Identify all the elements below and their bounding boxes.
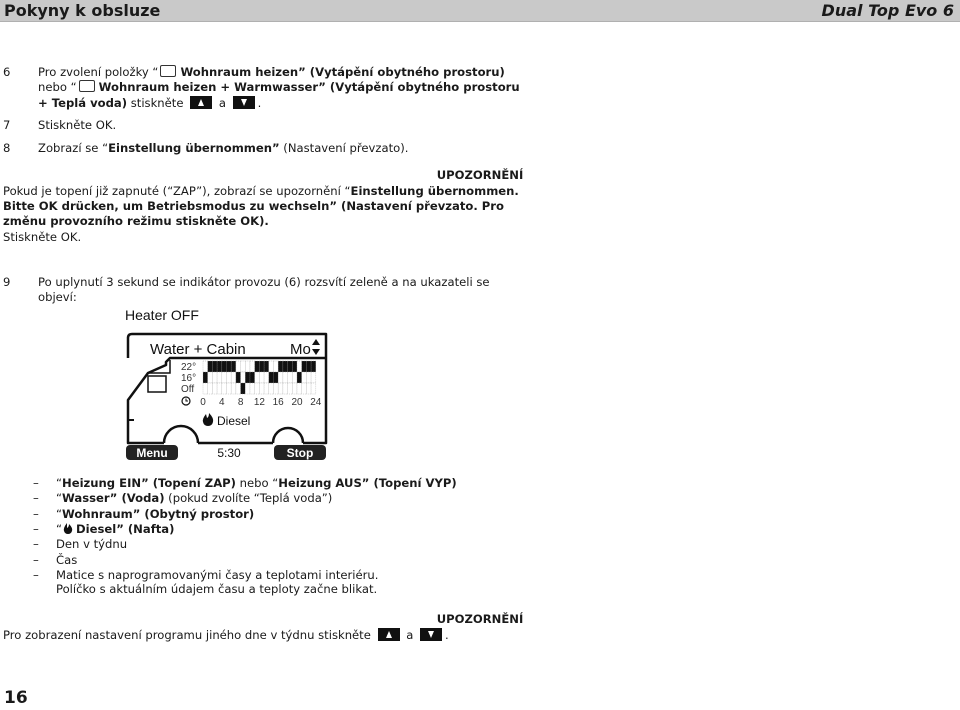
matrix-cell [297, 383, 302, 394]
matrix-cell [245, 372, 250, 383]
hour-label: 8 [237, 397, 244, 408]
hour-label: 24 [310, 397, 322, 408]
note-2-title: UPOZORNĚNÍ [436, 612, 524, 626]
matrix-cell [255, 361, 260, 372]
clock-time: 5:30 [217, 446, 241, 460]
flame-icon [62, 522, 76, 536]
matrix-cell [283, 361, 288, 372]
hour-label: 12 [253, 397, 265, 408]
legend-item: “ Diesel” (Nafta) [56, 521, 175, 536]
matrix-cell [306, 372, 311, 383]
matrix-cell [255, 383, 260, 394]
product-title: Dual Top Evo 6 [821, 1, 954, 20]
matrix-cell [245, 383, 250, 394]
heater-status-label: Heater OFF [125, 307, 199, 323]
matrix-cell [297, 372, 302, 383]
matrix-cell [231, 372, 236, 383]
legend-dash: – [33, 537, 39, 552]
note-1-title: UPOZORNĚNÍ [436, 168, 524, 182]
matrix-cell [311, 372, 316, 383]
matrix-cell [231, 361, 236, 372]
matrix-cell [259, 383, 264, 394]
matrix-cell [302, 383, 307, 394]
day-down-icon [312, 349, 320, 355]
matrix-cell [212, 372, 217, 383]
matrix-cell [306, 361, 311, 372]
note-1-line-4: Stiskněte OK. [3, 230, 82, 244]
step-6-line-2: nebo “ Wohnraum heizen + Warmwasser” (Vytápění obytného prostoru [38, 80, 520, 94]
camper-window-icon [148, 376, 166, 392]
legend-extra-line: Políčko s aktuálním údajem času a teploty začne blikat. [56, 582, 378, 596]
matrix-cell [278, 372, 283, 383]
matrix-cell [292, 361, 297, 372]
matrix-cell [236, 361, 241, 372]
matrix-cell [250, 361, 255, 372]
matrix-cell [217, 383, 222, 394]
step-8-text: Zobrazí se “Einstellung übernommen” (Nastavení převzato). [38, 141, 409, 155]
matrix-cell [283, 383, 288, 394]
matrix-cell [283, 372, 288, 383]
legend-dash: – [33, 567, 39, 582]
matrix-cell [227, 383, 232, 394]
hour-label: 20 [291, 397, 303, 408]
matrix-cell [274, 372, 279, 383]
step-9-line-1: Po uplynutí 3 sekund se indikátor provozu (6) rozsvítí zeleně a na ukazateli se [38, 275, 490, 289]
matrix-cell [222, 383, 227, 394]
down-arrow-key-icon [420, 628, 442, 641]
matrix-cell [227, 361, 232, 372]
step-8-number: 8 [3, 141, 11, 155]
legend-item: Matice s naprogramovanými časy a teplotami interiéru. [56, 567, 379, 582]
hour-label: 16 [272, 397, 284, 408]
matrix-cell [302, 361, 307, 372]
matrix-cell [264, 383, 269, 394]
fuel-label: Diesel [217, 414, 251, 428]
legend-item: “Wohnraum” (Obytný prostor) [56, 506, 255, 521]
matrix-cell [264, 372, 269, 383]
matrix-cell [231, 383, 236, 394]
hour-axis [200, 397, 322, 408]
note-1-line-2: Bitte OK drücken, um Betriebsmodus zu wechseln” (Nastavení převzato. Pro [3, 199, 504, 213]
matrix-cell [259, 361, 264, 372]
matrix-cell [241, 383, 246, 394]
matrix-cell [288, 361, 293, 372]
rear-wheel-icon [273, 428, 303, 443]
matrix-cell [288, 383, 293, 394]
note-1-line-3: změnu provozního režimu stiskněte OK). [3, 214, 269, 228]
matrix-cell [274, 383, 279, 394]
matrix-cell [203, 372, 208, 383]
matrix-cell [222, 372, 227, 383]
matrix-cell [236, 372, 241, 383]
matrix-cell [264, 361, 269, 372]
matrix-cell [297, 361, 302, 372]
matrix-cell [311, 361, 316, 372]
matrix-cell [222, 361, 227, 372]
step-9-number: 9 [3, 275, 11, 289]
day-up-icon [312, 339, 320, 345]
matrix-cell [269, 372, 274, 383]
legend-item: Den v týdnu [56, 537, 128, 552]
matrix-cell [217, 361, 222, 372]
hour-label: 0 [200, 397, 206, 408]
legend-dash: – [33, 521, 39, 536]
matrix-cell [241, 361, 246, 372]
step-9-line-2: objeví: [38, 290, 77, 304]
matrix-cell [236, 383, 241, 394]
matrix-cell [274, 361, 279, 372]
program-matrix [203, 361, 316, 394]
matrix-cell [241, 372, 246, 383]
matrix-cell [217, 372, 222, 383]
step-6-line-3: + Teplá voda) stiskněte a . [38, 96, 262, 110]
temp-label-low: 16° [181, 373, 197, 384]
matrix-cell [208, 361, 213, 372]
step-7-text: Stiskněte OK. [38, 118, 117, 132]
matrix-cell [269, 361, 274, 372]
matrix-cell [306, 383, 311, 394]
temp-label-off: Off [181, 384, 195, 395]
matrix-cell [259, 372, 264, 383]
header-title: Pokyny k obsluze [4, 1, 161, 20]
temp-label-high: 22° [181, 362, 197, 373]
matrix-cell [203, 383, 208, 394]
up-arrow-key-icon [378, 628, 400, 641]
matrix-cell [212, 361, 217, 372]
matrix-cell [227, 372, 232, 383]
front-wheel-icon [164, 426, 198, 443]
note-1-line-1: Pokud je topení již zapnuté (“ZAP”), zobrazí se upozornění “Einstellung übernommen. [3, 184, 519, 198]
hour-label: 4 [219, 397, 225, 408]
matrix-cell [278, 361, 283, 372]
legend-item: “Wasser” (Voda) (pokud zvolíte “Teplá voda”) [56, 491, 333, 506]
step-6-number: 6 [3, 65, 11, 79]
matrix-cell [292, 372, 297, 383]
stop-button-label: Stop [286, 446, 314, 460]
matrix-cell [288, 372, 293, 383]
legend-dash: – [33, 491, 39, 506]
matrix-cell [208, 372, 213, 383]
step-6-line-1: Pro zvolení položky “ Wohnraum heizen” (Vytápění obytného prostoru) [38, 65, 505, 79]
matrix-cell [208, 383, 213, 394]
matrix-cell [269, 383, 274, 394]
matrix-cell [250, 383, 255, 394]
matrix-cell [278, 383, 283, 394]
flame-icon [203, 413, 213, 426]
menu-button-label: Menu [136, 446, 168, 460]
matrix-cell [311, 383, 316, 394]
matrix-cell [255, 372, 260, 383]
matrix-cell [203, 361, 208, 372]
matrix-cell [245, 361, 250, 372]
mode-label: Water + Cabin [150, 341, 246, 358]
legend-item: “Heizung EIN” (Topení ZAP) nebo “Heizung AUS” (Topení VYP) [56, 476, 457, 490]
day-label: Mo [290, 341, 311, 358]
matrix-cell [302, 372, 307, 383]
matrix-cell [250, 372, 255, 383]
page-number: 16 [4, 688, 28, 708]
legend-dash: – [33, 476, 39, 490]
note-2-text: Pro zobrazení nastavení programu jiného dne v týdnu stiskněte a . [3, 628, 449, 642]
legend-item: Čas [56, 552, 78, 567]
matrix-cell [212, 383, 217, 394]
legend-dash: – [33, 506, 39, 521]
legend-dash: – [33, 552, 39, 567]
matrix-cell [292, 383, 297, 394]
step-7-number: 7 [3, 118, 11, 132]
